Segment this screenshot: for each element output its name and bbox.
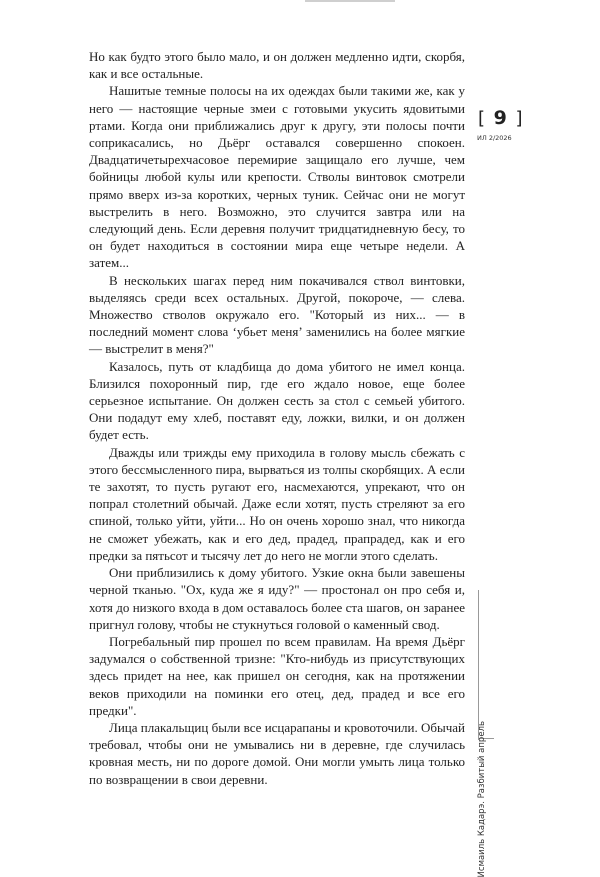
paragraph: В нескольких шагах перед ним покачивался ствол винтовки, выделяясь среди всех остальных. Другой, покороче, — слева. Множество стволов окружало его. "Который из них... — в последний момент слова ‘убьет меня’ заменились на более мягкие — выстрелит в меня?" [89, 272, 465, 357]
paragraph: Но как будто этого было мало, и он должен медленно идти, скорбя, как и все остальные. [89, 49, 465, 82]
paragraph: Лица плакальщиц были все исцарапаны и кровоточили. Обычай требовал, чтобы они не умывались ни в деревне, где случилась кровная месть, ни по дороге домой. Они могли умыть лица только по возвращении в свои деревни. [89, 719, 465, 787]
page-number-value: 9 [493, 107, 508, 129]
running-title: Исмаиль Кадарэ. Разбитый апрель [477, 721, 487, 877]
paragraph: Нашитые темные полосы на их одеждах были такими же, как у него — настоящие черные змеи с готовыми укусить ядовитыми ртами. Когда они приближались друг к другу, эти полосы почти соприкасались, но Дьёрг оставался совершенно спокоен. Двадцатичетырехчасовое перемирие защищало его лучше, чем бойницы любой кулы или крепости. Стволы винтовок смотрели прямо вверх из-за коротких, черных туник. Сейчас они не могут выстрелить в него. Возможно, это случится завтра или на следующий день. Если деревня получит тридцатидневную бесу, то он будет находиться в состоянии мира еще четыре недели. А затем... [89, 83, 465, 271]
page-number-bracket-close: ] [515, 108, 524, 129]
issue-label: ИЛ 2/2026 [477, 134, 512, 142]
running-title-container [475, 575, 491, 877]
page-number [478, 107, 534, 129]
top-decorative-rule [305, 0, 395, 2]
main-text-column [89, 48, 465, 788]
paragraph: Казалось, путь от кладбища до дома убитого не имел конца. Близился похоронный пир, где его ждало новое, еще более серьезное испытание. Он должен сесть за стол с семьей убитого. Они подадут ему хлеб, поставят еду, ложки, вилки, и он должен будет есть. [89, 358, 465, 443]
paragraph: Они приблизились к дому убитого. Узкие окна были завешены черной тканью. "Ох, куда же я иду?" — простонал он про себя и, хотя до низкого входа в дом оставалось более ста шагов, он заранее пригнул голову, чтобы не стукнуться головой о каменный свод. [89, 565, 465, 632]
page-number-bracket-open: [ [478, 108, 487, 129]
paragraph: Погребальный пир прошел по всем правилам. На время Дьёрг задумался о собственной тризне: "Кто-нибудь из присутствующих здесь придет на нее, как пришел он сегодня, как на протяжении веков приходили на поминки его отец, дед, прадед и все его предки". [89, 633, 465, 718]
paragraph: Дважды или трижды ему приходила в голову мысль сбежать с этого бессмысленного пира, вырваться из толпы скорбящих. А если те захотят, то пусть ругают его, насмехаются, упрекают, что он попрал столетний обычай. Даже если хотят, пусть стреляют за его спиной, только уйти, уйти... Но он очень хорошо знал, что никогда не сможет убежать, как и его дед, прадед, прапрадед, как и его предки за пятьсот и тысячу лет до него не могли этого сделать. [89, 444, 465, 563]
